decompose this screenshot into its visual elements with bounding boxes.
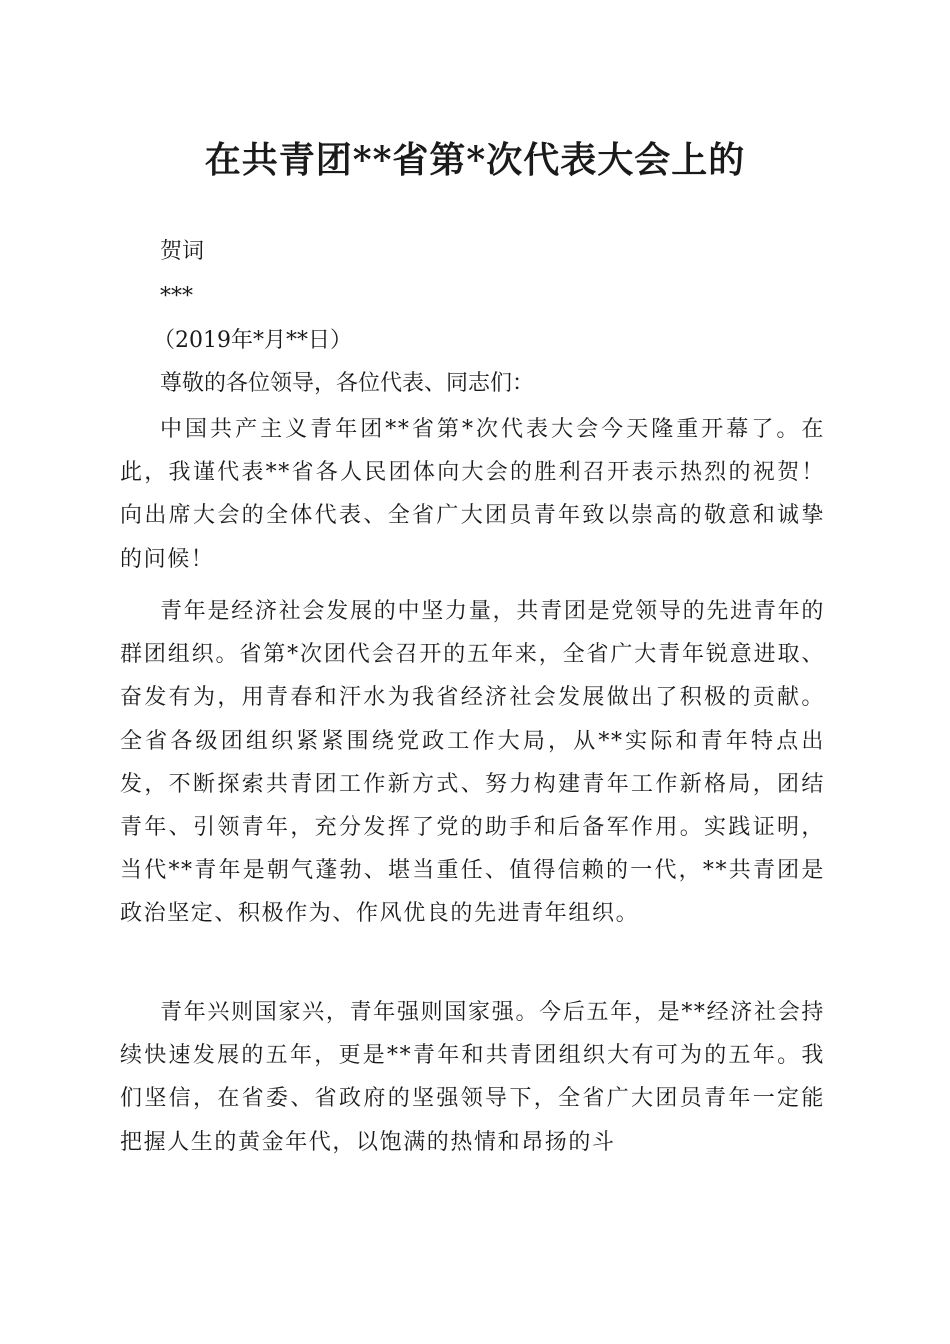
document-title: 在共青团**省第*次代表大会上的 [204, 139, 746, 181]
salutation: 尊敬的各位领导，各位代表、同志们： [160, 371, 535, 396]
paragraph-1: 中国共产主义青年团**省第*次代表大会今天隆重开幕了。在此，我谨代表**省各人民团体向大会的胜利召开表示热烈的祝贺！向出席大会的全体代表、全省广大团员青年致以崇高的敬意和诚挚的问候！ [120, 417, 825, 572]
paragraph-2: 青年是经济社会发展的中坚力量，共青团是党领导的先进青年的群团组织。省第*次团代会召开的五年来，全省广大青年锐意进取、奋发有为，用青春和汗水为我省经济社会发展做出了积极的贡献。全省各级团组织紧紧围绕党政工作大局，从**实际和青年特点出发，不断探索共青团工作新方式、努力构建青年工作新格局，团结青年、引领青年，充分发挥了党的助手和后备军作用。实践证明，当代**青年是朝气蓬勃、堪当重任、值得信赖的一代，**共青团是政治坚定、积极作为、作风优良的先进青年组织。 [120, 599, 825, 927]
author-name: *** [160, 284, 193, 309]
document-date: （2019年*月**日） [153, 328, 352, 353]
paragraph-3: 青年兴则国家兴，青年强则国家强。今后五年，是**经济社会持续快速发展的五年，更是**青年和共青团组织大有可为的五年。我们坚信，在省委、省政府的坚强领导下，全省广大团员青年一定能把握人生的黄金年代，以饱满的热情和昂扬的斗 [120, 1000, 825, 1155]
document-subtitle: 贺词 [160, 239, 205, 264]
